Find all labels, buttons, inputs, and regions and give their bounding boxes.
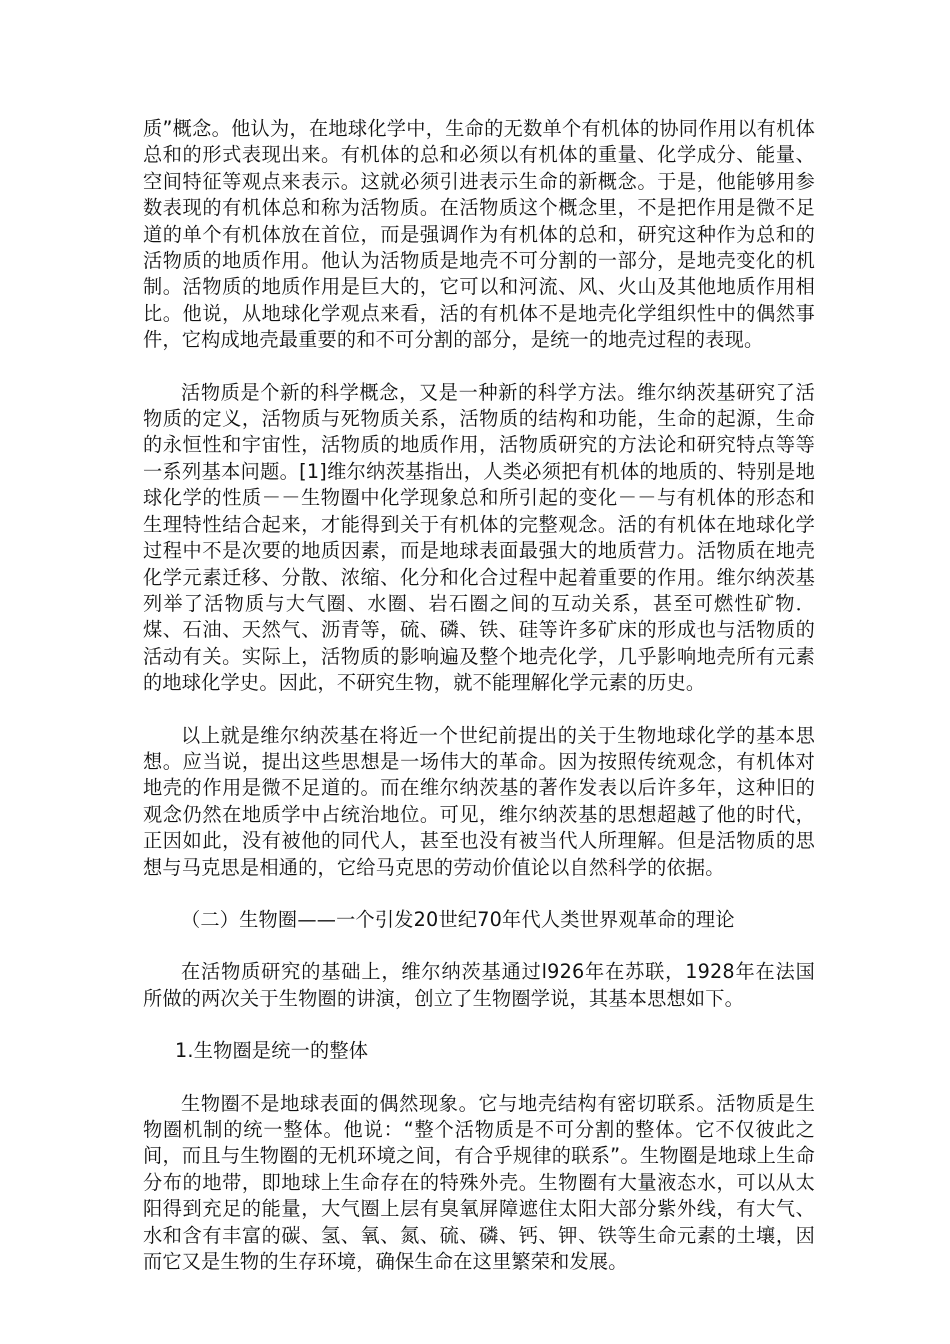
section-heading-biosphere: （二）生物圈——一个引发20世纪70年代人类世界观革命的理论 xyxy=(181,907,735,931)
paragraph-spacer xyxy=(143,1012,815,1038)
paragraph-living-matter-method: 活物质是个新的科学概念，又是一种新的科学方法。维尔纳茨基研究了活物质的定义，活物质与死物质关系，活物质的结构和功能，生命的起源，生命的永恒性和宇宙性，活物质的地质作用，活物质研究的方法论和研究特点等等一系列基本问题。[1]维尔纳茨基指出，人类必须把有机体的地质的、特别是地球化学的性质－－生物圈中化学现象总和所引起的变化－－与有机体的形态和生理特性结合起来，才能得到关于有机体的完整观念。活的有机体在地球化学过程中不是次要的地质因素，而是地球表面最强大的地质营力。活物质在地壳化学元素迁移、分散、浓缩、化分和化合过程中起着重要的作用。维尔纳茨基列举了活物质与大气圈、水圈、岩石圈之间的互动关系，甚至可燃性矿物．煤、石油、天然气、沥青等，硫、磷、铁、硅等许多矿床的形成也与活物质的活动有关。实际上，活物质的影响遍及整个地壳化学，几乎影响地壳所有元素的地球化学史。因此，不研究生物，就不能理解化学元素的历史。 xyxy=(143,380,815,695)
paragraph-biosphere-lectures: 在活物质研究的基础上，维尔纳茨基通过l926年在苏联，1928年在法国所做的两次关于生物圈的讲演，创立了生物圈学说，其基本思想如下。 xyxy=(143,960,815,1010)
document-body xyxy=(143,116,815,1275)
paragraph-biogeochemistry-revolution: 以上就是维尔纳茨基在将近一个世纪前提出的关于生物地球化学的基本思想。应当说，提出这些思想是一场伟大的革命。因为按照传统观念，有机体对地壳的作用是微不足道的。而在维尔纳茨基的著作发表以后许多年，这种旧的观念仍然在地质学中占统治地位。可见，维尔纳茨基的思想超越了他的时代，正因如此，没有被他的同代人，甚至也没有被当代人所理解。但是活物质的思想与马克思是相通的，它给马克思的劳动价值论以自然科学的依据。 xyxy=(143,723,815,879)
paragraph-spacer xyxy=(143,697,815,723)
paragraph-spacer xyxy=(143,1065,815,1091)
paragraph-spacer xyxy=(143,354,815,380)
subheading-biosphere-whole: 1.生物圈是统一的整体 xyxy=(175,1039,369,1063)
paragraph-spacer xyxy=(143,881,815,907)
paragraph-spacer xyxy=(143,933,815,959)
paragraph-biosphere-description: 生物圈不是地球表面的偶然现象。它与地壳结构有密切联系。活物质是生物圈机制的统一整体。他说：“整个活物质是不可分割的整体。它不仅彼此之间，而且与生物圈的无机环境之间，有合乎规律的联系”。生物圈是地球上生命分布的地带，即地球上生命存在的特殊外壳。生物圈有大量液态水，可以从太阳得到充足的能量，大气圈上层有臭氧屏障遮住太阳大部分紫外线，有大气、水和含有丰富的碳、氢、氧、氮、硫、磷、钙、钾、铁等生命元素的土壤，因而它又是生物的生存环境，确保生命在这里繁荣和发展。 xyxy=(143,1091,815,1274)
paragraph-living-matter-concept: 质”概念。他认为，在地球化学中，生命的无数单个有机体的协同作用以有机体总和的形式表现出来。有机体的总和必须以有机体的重量、化学成分、能量、空间特征等观点来表示。这就必须引进表示生命的新概念。于是，他能够用参数表现的有机体总和称为活物质。在活物质这个概念里，不是把作用是微不足道的单个有机体放在首位，而是强调作为有机体的总和，研究这种作为总和的活物质的地质作用。他认为活物质是地壳不可分割的一部分，是地壳变化的机制。活物质的地质作用是巨大的，它可以和河流、风、火山及其他地质作用相比。他说，从地球化学观点来看，活的有机体不是地壳化学组织性中的偶然事件，它构成地壳最重要的和不可分割的部分，是统一的地壳过程的表现。 xyxy=(143,117,815,352)
